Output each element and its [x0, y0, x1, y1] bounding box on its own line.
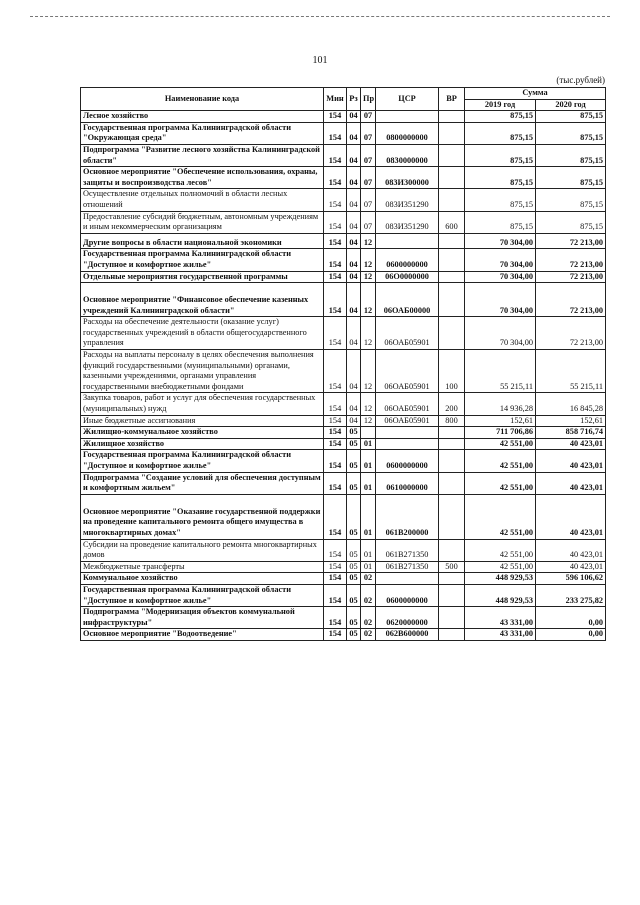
row-pr: 01 — [361, 539, 376, 561]
page-number: 101 — [312, 55, 328, 66]
table-row — [81, 233, 606, 249]
header-rz: Рз — [347, 88, 361, 111]
table-row — [81, 438, 606, 450]
header-min: Мин — [324, 88, 347, 111]
table-row — [81, 415, 606, 427]
row-pr: 01 — [361, 494, 376, 539]
table-row — [81, 283, 606, 317]
row-vr — [439, 573, 465, 585]
row-sum-2020: 72 213,00 — [536, 283, 606, 317]
row-sum-2019: 152,61 — [465, 415, 536, 427]
row-sum-2019: 43 331,00 — [465, 607, 536, 629]
row-csr: 0830000000 — [376, 144, 439, 166]
row-csr — [376, 438, 439, 450]
row-min: 154 — [324, 350, 347, 393]
row-min: 154 — [324, 573, 347, 585]
row-csr: 0800000000 — [376, 122, 439, 144]
row-name: Жилищно-коммунальное хозяйство — [81, 427, 324, 439]
row-sum-2019: 42 551,00 — [465, 450, 536, 472]
row-csr: 083И351290 — [376, 211, 439, 233]
row-name: Основное мероприятие "Оказание государственной поддержки на проведение капитального ремонта общего имущества в многоквартирных домах" — [81, 494, 324, 539]
row-csr: 06ОАБ00000 — [376, 283, 439, 317]
row-csr — [376, 233, 439, 249]
table-row — [81, 561, 606, 573]
row-sum-2020: 40 423,01 — [536, 539, 606, 561]
row-min: 154 — [324, 144, 347, 166]
row-min: 154 — [324, 607, 347, 629]
row-csr: 06ОАБ05901 — [376, 350, 439, 393]
header-csr: ЦСР — [376, 88, 439, 111]
row-vr — [439, 283, 465, 317]
row-sum-2019: 42 551,00 — [465, 561, 536, 573]
row-vr — [439, 584, 465, 606]
row-name: Другие вопросы в области национальной экономики — [81, 233, 324, 249]
row-vr: 200 — [439, 393, 465, 415]
row-sum-2020: 40 423,01 — [536, 561, 606, 573]
row-min: 154 — [324, 438, 347, 450]
row-rz: 04 — [347, 211, 361, 233]
row-vr — [439, 144, 465, 166]
row-name: Межбюджетные трансферты — [81, 561, 324, 573]
row-sum-2019: 43 331,00 — [465, 629, 536, 641]
row-min: 154 — [324, 271, 347, 283]
row-min: 154 — [324, 494, 347, 539]
row-csr: 06ОАБ05901 — [376, 317, 439, 350]
row-pr: 07 — [361, 189, 376, 211]
row-sum-2019: 42 551,00 — [465, 472, 536, 494]
row-name: Государственная программа Калининградской области "Доступное и комфортное жилье" — [81, 450, 324, 472]
row-min: 154 — [324, 211, 347, 233]
row-min: 154 — [324, 189, 347, 211]
row-sum-2019: 42 551,00 — [465, 539, 536, 561]
row-name: Предоставление субсидий бюджетным, автономным учреждениям и иным некоммерческим организациям — [81, 211, 324, 233]
row-csr — [376, 427, 439, 439]
row-name: Основное мероприятие "Финансовое обеспечение казенных учреждений Калининградской области" — [81, 283, 324, 317]
row-rz: 04 — [347, 350, 361, 393]
row-rz: 05 — [347, 494, 361, 539]
row-vr — [439, 607, 465, 629]
row-pr: 02 — [361, 584, 376, 606]
row-rz: 05 — [347, 427, 361, 439]
row-sum-2020: 40 423,01 — [536, 438, 606, 450]
row-sum-2019: 875,15 — [465, 189, 536, 211]
row-rz: 05 — [347, 472, 361, 494]
row-vr — [439, 450, 465, 472]
header-name: Наименование кода — [81, 88, 324, 111]
row-pr: 12 — [361, 249, 376, 271]
row-name: Государственная программа Калининградской области "Окружающая среда" — [81, 122, 324, 144]
row-rz: 04 — [347, 144, 361, 166]
row-rz: 04 — [347, 122, 361, 144]
row-sum-2019: 14 936,28 — [465, 393, 536, 415]
table-row — [81, 317, 606, 350]
row-name: Подпрограмма "Модернизация объектов коммунальной инфраструктуры" — [81, 607, 324, 629]
header-pr: Пр — [361, 88, 376, 111]
row-name: Подпрограмма "Развитие лесного хозяйства Калининградской области" — [81, 144, 324, 166]
row-min: 154 — [324, 167, 347, 189]
row-min: 154 — [324, 427, 347, 439]
row-min: 154 — [324, 561, 347, 573]
row-csr: 062В600000 — [376, 629, 439, 641]
row-min: 154 — [324, 317, 347, 350]
row-sum-2019: 875,15 — [465, 211, 536, 233]
budget-table — [80, 87, 606, 641]
table-row — [81, 350, 606, 393]
row-sum-2019: 875,15 — [465, 111, 536, 123]
row-pr: 07 — [361, 167, 376, 189]
table-row — [81, 211, 606, 233]
row-vr — [439, 317, 465, 350]
row-vr — [439, 122, 465, 144]
top-scan-rule — [30, 16, 610, 17]
row-min: 154 — [324, 122, 347, 144]
row-name: Расходы на обеспечение деятельности (оказание услуг) государственных учреждений в области общегосударственного управления — [81, 317, 324, 350]
row-sum-2020: 875,15 — [536, 189, 606, 211]
table-row — [81, 607, 606, 629]
table-row — [81, 584, 606, 606]
row-sum-2020: 72 213,00 — [536, 317, 606, 350]
row-rz: 04 — [347, 271, 361, 283]
row-pr: 07 — [361, 111, 376, 123]
row-vr — [439, 427, 465, 439]
table-row — [81, 472, 606, 494]
row-name: Жилищное хозяйство — [81, 438, 324, 450]
row-rz: 04 — [347, 111, 361, 123]
row-csr: 0600000000 — [376, 249, 439, 271]
row-name: Лесное хозяйство — [81, 111, 324, 123]
row-min: 154 — [324, 393, 347, 415]
header-2020: 2020 год — [536, 99, 606, 111]
row-sum-2019: 448 929,53 — [465, 584, 536, 606]
row-pr: 12 — [361, 415, 376, 427]
row-rz: 04 — [347, 167, 361, 189]
row-sum-2019: 70 304,00 — [465, 233, 536, 249]
row-csr: 06ОАБ05901 — [376, 393, 439, 415]
row-pr: 07 — [361, 144, 376, 166]
row-name: Осуществление отдельных полномочий в области лесных отношений — [81, 189, 324, 211]
header-vr: ВР — [439, 88, 465, 111]
row-pr: 02 — [361, 629, 376, 641]
table-row — [81, 539, 606, 561]
row-min: 154 — [324, 584, 347, 606]
row-sum-2020: 40 423,01 — [536, 472, 606, 494]
row-sum-2019: 875,15 — [465, 167, 536, 189]
row-pr: 01 — [361, 561, 376, 573]
row-sum-2020: 72 213,00 — [536, 271, 606, 283]
row-vr: 600 — [439, 211, 465, 233]
row-csr — [376, 573, 439, 585]
row-sum-2019: 70 304,00 — [465, 317, 536, 350]
row-sum-2020: 875,15 — [536, 122, 606, 144]
row-name: Государственная программа Калининградской области "Доступное и комфортное жилье" — [81, 249, 324, 271]
table-row — [81, 167, 606, 189]
row-csr: 06О0000000 — [376, 271, 439, 283]
row-rz: 04 — [347, 317, 361, 350]
row-rz: 04 — [347, 415, 361, 427]
row-csr: 061В271350 — [376, 539, 439, 561]
row-sum-2020: 16 845,28 — [536, 393, 606, 415]
table-row — [81, 427, 606, 439]
row-sum-2019: 875,15 — [465, 122, 536, 144]
row-name: Коммунальное хозяйство — [81, 573, 324, 585]
row-csr: 083И351290 — [376, 189, 439, 211]
row-csr: 0600000000 — [376, 584, 439, 606]
row-rz: 05 — [347, 629, 361, 641]
row-rz: 05 — [347, 438, 361, 450]
row-sum-2019: 42 551,00 — [465, 494, 536, 539]
row-vr — [439, 494, 465, 539]
row-sum-2019: 875,15 — [465, 144, 536, 166]
row-csr: 083И300000 — [376, 167, 439, 189]
row-rz: 05 — [347, 561, 361, 573]
row-csr: 0620000000 — [376, 607, 439, 629]
row-rz: 04 — [347, 249, 361, 271]
row-sum-2020: 233 275,82 — [536, 584, 606, 606]
table-row — [81, 271, 606, 283]
row-vr — [439, 271, 465, 283]
row-vr — [439, 189, 465, 211]
row-rz: 05 — [347, 539, 361, 561]
header-2019: 2019 год — [465, 99, 536, 111]
row-min: 154 — [324, 111, 347, 123]
row-rz: 05 — [347, 450, 361, 472]
row-pr: 01 — [361, 450, 376, 472]
row-rz: 05 — [347, 573, 361, 585]
row-sum-2020: 0,00 — [536, 629, 606, 641]
row-pr — [361, 427, 376, 439]
row-min: 154 — [324, 629, 347, 641]
row-sum-2020: 72 213,00 — [536, 233, 606, 249]
row-sum-2020: 858 716,74 — [536, 427, 606, 439]
row-vr — [439, 233, 465, 249]
row-pr: 07 — [361, 122, 376, 144]
row-rz: 05 — [347, 607, 361, 629]
row-min: 154 — [324, 249, 347, 271]
row-sum-2019: 70 304,00 — [465, 283, 536, 317]
table-row — [81, 122, 606, 144]
row-sum-2020: 72 213,00 — [536, 249, 606, 271]
row-name: Государственная программа Калининградской области "Доступное и комфортное жилье" — [81, 584, 324, 606]
row-vr — [439, 472, 465, 494]
table-header — [81, 88, 606, 111]
row-vr — [439, 111, 465, 123]
row-pr: 01 — [361, 438, 376, 450]
row-pr: 01 — [361, 472, 376, 494]
row-vr: 100 — [439, 350, 465, 393]
row-rz: 04 — [347, 233, 361, 249]
row-name: Иные бюджетные ассигнования — [81, 415, 324, 427]
row-name: Расходы на выплаты персоналу в целях обеспечения выполнения функций государственными (муниципальными) органами, казенными учреждениями, органами управления государственными внебюджетными фондами — [81, 350, 324, 393]
row-rz: 05 — [347, 584, 361, 606]
row-vr — [439, 167, 465, 189]
row-min: 154 — [324, 539, 347, 561]
row-sum-2020: 875,15 — [536, 144, 606, 166]
row-vr — [439, 249, 465, 271]
table-row — [81, 249, 606, 271]
row-pr: 07 — [361, 211, 376, 233]
row-sum-2020: 0,00 — [536, 607, 606, 629]
row-csr — [376, 111, 439, 123]
row-csr: 061В271350 — [376, 561, 439, 573]
row-sum-2020: 40 423,01 — [536, 494, 606, 539]
row-name: Отдельные мероприятия государственной программы — [81, 271, 324, 283]
row-pr: 12 — [361, 283, 376, 317]
row-vr — [439, 438, 465, 450]
row-name: Основное мероприятие "Обеспечение использования, охраны, защиты и воспроизводства лесов" — [81, 167, 324, 189]
row-name: Основное мероприятие "Водоотведение" — [81, 629, 324, 641]
row-sum-2019: 448 929,53 — [465, 573, 536, 585]
row-pr: 12 — [361, 271, 376, 283]
row-sum-2019: 70 304,00 — [465, 249, 536, 271]
row-name: Закупка товаров, работ и услуг для обеспечения государственных (муниципальных) нужд — [81, 393, 324, 415]
row-vr: 500 — [439, 561, 465, 573]
row-csr: 0600000000 — [376, 450, 439, 472]
row-min: 154 — [324, 415, 347, 427]
row-sum-2019: 42 551,00 — [465, 438, 536, 450]
row-csr: 06ОАБ05901 — [376, 415, 439, 427]
row-vr — [439, 629, 465, 641]
row-name: Подпрограмма "Создание условий для обеспечения доступным и комфортным жильем" — [81, 472, 324, 494]
table-row — [81, 450, 606, 472]
row-vr: 800 — [439, 415, 465, 427]
table-row — [81, 111, 606, 123]
row-vr — [439, 539, 465, 561]
table-row — [81, 189, 606, 211]
table-row — [81, 629, 606, 641]
row-name: Субсидии на проведение капитального ремонта многоквартирных домов — [81, 539, 324, 561]
row-sum-2020: 152,61 — [536, 415, 606, 427]
row-min: 154 — [324, 450, 347, 472]
row-pr: 12 — [361, 350, 376, 393]
table-body — [81, 111, 606, 641]
table-row — [81, 494, 606, 539]
row-pr: 12 — [361, 393, 376, 415]
row-rz: 04 — [347, 283, 361, 317]
row-sum-2020: 875,15 — [536, 211, 606, 233]
row-rz: 04 — [347, 189, 361, 211]
row-sum-2019: 70 304,00 — [465, 271, 536, 283]
row-pr: 02 — [361, 607, 376, 629]
row-sum-2019: 55 215,11 — [465, 350, 536, 393]
table-row — [81, 144, 606, 166]
row-min: 154 — [324, 472, 347, 494]
header-sum: Сумма — [465, 88, 606, 100]
row-sum-2020: 40 423,01 — [536, 450, 606, 472]
table-row — [81, 393, 606, 415]
row-sum-2019: 711 706,86 — [465, 427, 536, 439]
units-label: (тыс.рублей) — [556, 75, 605, 85]
row-pr: 02 — [361, 573, 376, 585]
row-min: 154 — [324, 283, 347, 317]
row-csr: 0610000000 — [376, 472, 439, 494]
row-pr: 12 — [361, 233, 376, 249]
row-sum-2020: 596 106,62 — [536, 573, 606, 585]
row-csr: 061В200000 — [376, 494, 439, 539]
row-sum-2020: 55 215,11 — [536, 350, 606, 393]
row-sum-2020: 875,15 — [536, 111, 606, 123]
row-pr: 12 — [361, 317, 376, 350]
row-sum-2020: 875,15 — [536, 167, 606, 189]
row-rz: 04 — [347, 393, 361, 415]
table-row — [81, 573, 606, 585]
row-min: 154 — [324, 233, 347, 249]
